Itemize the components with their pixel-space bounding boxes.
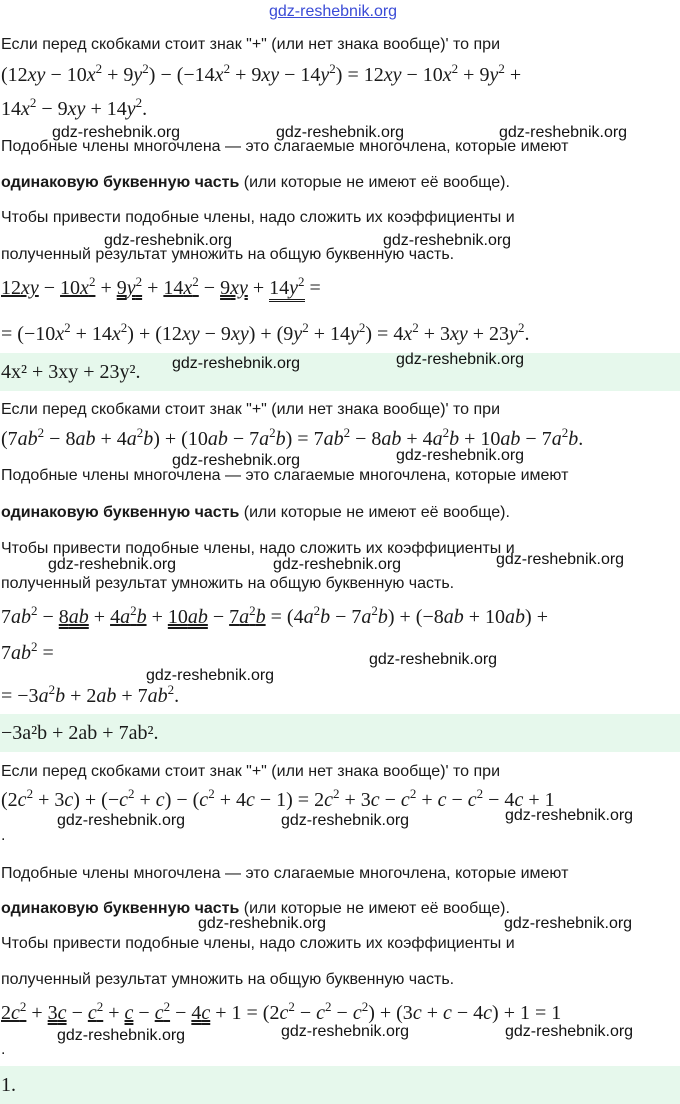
watermark: gdz-reshebnik.org [383,232,512,249]
site-watermark-link[interactable]: gdz-reshebnik.org [269,3,398,20]
rule-text: полученный результат умножить на общую буквенную часть. [1,246,455,263]
rule-text: Если перед скобками стоит знак "+" (или нет знака вообще)' то при [1,763,501,780]
watermark: gdz-reshebnik.org [273,556,402,573]
definition-text: одинаковую буквенную часть (или которые не имеют её вообще). [1,900,510,917]
answer-text: −3a²b + 2ab + 7ab². [1,722,159,744]
watermark: gdz-reshebnik.org [52,124,181,141]
punctuation: . [1,1041,6,1058]
rule-text: Если перед скобками стоит знак "+" (или нет знака вообще)' то при [1,36,501,53]
definition-text: Подобные члены многочлена — это слагаемые многочлена, которые имеют [1,138,569,155]
watermark: gdz-reshebnik.org [396,351,525,368]
watermark: gdz-reshebnik.org [281,1023,410,1040]
watermark: gdz-reshebnik.org [499,124,628,141]
rule-text: Чтобы привести подобные члены, надо сложить их коэффициенты и [1,935,515,952]
watermark: gdz-reshebnik.org [57,812,186,829]
watermark: gdz-reshebnik.org [505,807,634,824]
watermark: gdz-reshebnik.org [504,915,633,932]
definition-text: одинаковую буквенную часть (или которые не имеют её вообще). [1,174,510,191]
watermark: gdz-reshebnik.org [496,551,625,568]
watermark: gdz-reshebnik.org [172,452,301,469]
watermark: gdz-reshebnik.org [396,447,525,464]
definition-text: Подобные члены многочлена — это слагаемые многочлена, которые имеют [1,865,569,882]
math-line: $(12xy - 10x^2 + 9y^2) - (-14x^2 + 9xy - 14y^2) = 12xy - 10x^2 + 9y^2$ + [1,61,522,86]
watermark: gdz-reshebnik.org [104,232,233,249]
watermark: gdz-reshebnik.org [505,1023,634,1040]
watermark: gdz-reshebnik.org [172,355,301,372]
math-line: $7ab^2 - 8ab + 4a^2b + 10ab - 7a^2b = (4a^2b - 7a^2b) + (-8ab + 10ab)$ + [1,603,548,628]
math-line: $14x^2 - 9xy + 14y^2$. [1,95,148,120]
punctuation: . [1,827,6,844]
watermark: gdz-reshebnik.org [276,124,405,141]
rule-text: Если перед скобками стоит знак "+" (или нет знака вообще)' то при [1,401,501,418]
answer-box [0,1066,680,1104]
math-line: $(2c^2 + 3c) + (-c^2 + c) - (c^2 + 4c - 1) = 2c^2 + 3c - c^2 + c - c^2 - 4c + 1$ [1,786,555,811]
answer-text: 4x² + 3xy + 23y². [1,361,141,383]
watermark: gdz-reshebnik.org [146,667,275,684]
watermark: gdz-reshebnik.org [198,915,327,932]
rule-text: Чтобы привести подобные члены, надо сложить их коэффициенты и [1,209,515,226]
rule-text: Чтобы привести подобные члены, надо сложить их коэффициенты и [1,540,515,557]
math-line: $2c^2 + 3c - c^2 + c - c^2 - 4c + 1 = (2c^2 - c^2 - c^2) + (3c + c - 4c) + 1 = 1$ [1,999,562,1024]
definition-text: одинаковую буквенную часть (или которые не имеют её вообще). [1,504,510,521]
math-line: = $(-10x^2 + 14x^2) + (12xy - 9xy) + (9y^2 + 14y^2) = 4x^2 + 3xy + 23y^2$. [1,320,530,345]
rule-text: полученный результат умножить на общую буквенную часть. [1,971,455,988]
math-line: $7ab^2$ = [1,639,54,664]
definition-text: Подобные члены многочлена — это слагаемые многочлена, которые имеют [1,467,569,484]
watermark: gdz-reshebnik.org [369,651,498,668]
math-line: $12xy - 10x^2 + 9y^2 + 14x^2 - 9xy + 14y^2$ = [1,276,321,302]
math-line: $(7ab^2 - 8ab + 4a^2b) + (10ab - 7a^2b) = 7ab^2 - 8ab + 4a^2b + 10ab - 7a^2b$. [1,425,584,450]
math-line: = $-3a^2b + 2ab + 7ab^2$. [1,682,180,707]
watermark: gdz-reshebnik.org [57,1027,186,1044]
watermark: gdz-reshebnik.org [281,812,410,829]
answer-text: 1. [1,1074,16,1096]
watermark: gdz-reshebnik.org [48,556,177,573]
rule-text: полученный результат умножить на общую буквенную часть. [1,575,455,592]
